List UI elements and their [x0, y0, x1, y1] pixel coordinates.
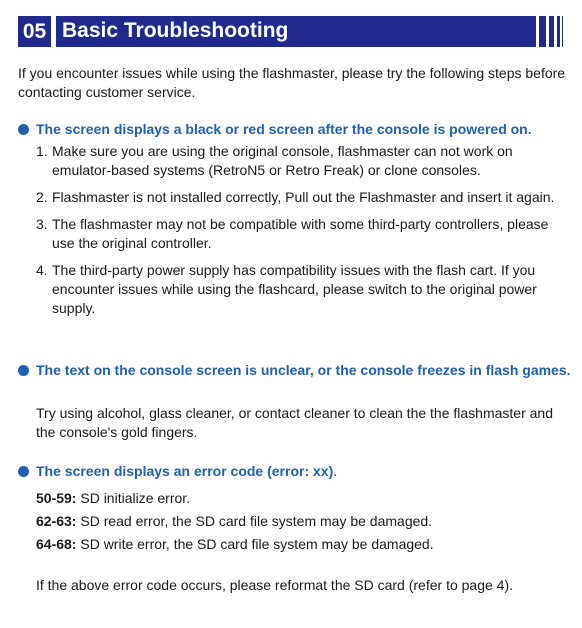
bullet-heading-text [36, 462, 576, 481]
bullet-icon [18, 124, 29, 135]
error-description: SD write error, the SD card file system may be damaged. [76, 536, 434, 552]
decorative-stripes [539, 16, 563, 47]
list-item [30, 215, 560, 253]
error-code: 62-63: [36, 513, 77, 529]
step-text: The flashmaster may not be compatible with some third-party controllers, please use the original controller. [52, 216, 549, 251]
list-item [30, 261, 560, 318]
reformat-note: If the above error code occurs, please reformat the SD card (refer to page 4). [36, 577, 514, 593]
step-number: 1. [36, 143, 48, 159]
section-number: 05 [18, 16, 51, 47]
bullet-heading-text: The screen displays a black or red screen after the console is powered on. [36, 121, 532, 137]
bullet-icon [18, 466, 29, 477]
error-description: SD initialize error. [76, 490, 191, 506]
error-row [36, 512, 566, 531]
troubleshooting-steps [30, 142, 560, 326]
step-text: Flashmaster is not installed correctly, Pull out the Flashmaster and insert it again. [52, 189, 555, 205]
step-text: The third-party power supply has compatibility issues with the flash cart. If you encounter issues while using the flashcard, please switch to the original power supply. [52, 262, 537, 316]
step-number: 4. [36, 262, 48, 278]
stripe [549, 16, 554, 47]
error-description: SD read error, the SD card file system may be damaged. [76, 513, 433, 529]
cleaning-instructions: Try using alcohol, glass cleaner, or contact cleaner to clean the the flashmaster and the console's gold fingers. [36, 405, 553, 440]
stripe [539, 16, 546, 47]
bullet-icon [18, 365, 29, 376]
error-code: 50-59: [36, 490, 77, 506]
error-row [36, 489, 566, 508]
error-code: 64-68: [36, 536, 77, 552]
step-number: 2. [36, 189, 48, 205]
section-header [18, 16, 559, 47]
list-item [30, 188, 560, 207]
heading-period: . [333, 463, 338, 479]
stripe [557, 16, 560, 47]
intro-paragraph: If you encounter issues while using the flashmaster, please try the following steps before contacting customer service. [18, 65, 566, 100]
error-row [36, 535, 566, 554]
step-number: 3. [36, 216, 48, 232]
section-title: Basic Troubleshooting [62, 19, 289, 42]
step-text: Make sure you are using the original console, flashmaster can not work on emulator-based systems (RetroN5 or Retro Freak) or clone consoles. [52, 143, 513, 178]
error-heading-label: The screen displays an error code (error: xx) [36, 463, 334, 479]
bullet-heading-text: The text on the console screen is unclear, or the console freezes in flash games. [36, 362, 571, 378]
section-title-bar [56, 16, 536, 47]
stripe [562, 16, 563, 47]
list-item [30, 142, 560, 180]
